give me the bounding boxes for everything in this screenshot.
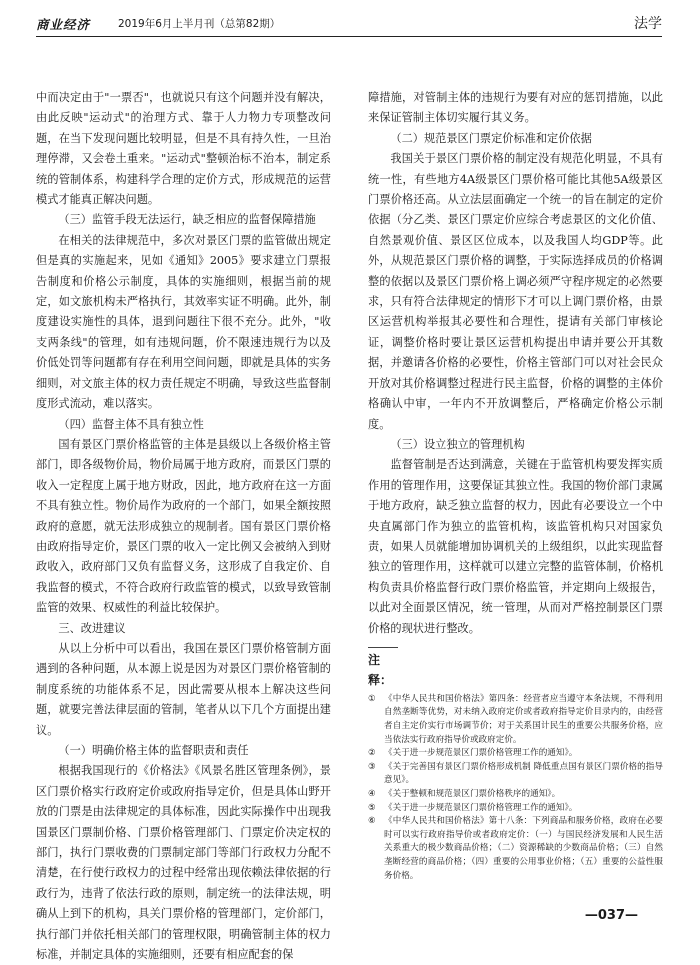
paragraph: 在相关的法律规范中，多次对景区门票的监管做出规定但是真的实施起来，见如《通知》2005》要求建立门票报告制度和价格公示制度，具体的实施细则，根据当前的规定，如文旅机构未严格执行，其效率实证不明确。此外，制度建设实施性的具体，退到问题往下很不充分。此外，"收支两条线"的管理，如有违规问题，价不限速违规行为以及价低处罚等问题都有存在利用空间问题，即就是具体的实务细则，对文旅主体的权力责任规定不明确，导致这些监督制度形式流动，难以落实。: [36, 233, 331, 411]
section-label: 法学: [634, 16, 662, 32]
subheading: （四）监督主体不具有独立性: [58, 417, 204, 431]
page-number: —037—: [584, 908, 638, 923]
subheading: （三）设立独立的管理机构: [390, 437, 525, 451]
note-number: ②: [368, 748, 376, 759]
paragraph: 根据我国现行的《价格法》《风景名胜区管理条例》，景区门票价格实行政府定价或政府指导定价，但是具体山野开放的门票是由法律规定的具体标准，因此实际操作中出现我国景区门票制价格、门票价格管理部门、门票定价决定权的部门，执行门票收费的门票制定部门等部门行政权力分配不清楚，在行使行政权力的过程中经常出现依赖法律依据的行政行为，违背了依法行政的原则，制定统一的法律法规，明确从上到下的机构，具关门票价格的管理部门，定价部门，执行部门并依托相关部门的管理权限，明确管制主体的权力标准，并制定具体的实施细则，还要有相应配套的保: [36, 764, 331, 962]
note-number: ④: [368, 788, 376, 799]
subheading: （二）规范景区门票定价标准和定价依据: [390, 131, 592, 145]
page-header: [36, 10, 662, 37]
note-text: 《中华人民共和国价格法》第十八条：下列商品和服务价格，政府在必要时可以实行政府指导价或者政府定价：（一）与国民经济发展和人民生活关系重大的极少数商品价格；（二）资源稀缺的少数商品价格；（三）自然垄断经营的商品价格；（四）重要的公用事业价格；（五）重要的公益性服务价格。: [384, 816, 663, 881]
subheading: （三）监管手段无法运行，缺乏相应的监督保障措施: [58, 213, 316, 227]
note-item: [368, 788, 663, 802]
note-number: ③: [368, 761, 376, 772]
left-column: [36, 88, 331, 965]
right-column: [368, 88, 663, 883]
issue-info: 2019年6月上半月刊（总第82期）: [118, 18, 281, 30]
journal-title: 商业经济: [36, 17, 91, 32]
notes-list: [368, 693, 663, 883]
note-item: [368, 761, 663, 788]
paragraph: 国有景区门票价格监管的主体是县级以上各级价格主管部门，即各级物价局，物价局属于地方政府，而景区门票的收入一定程度上属于地方财政，因此，地方政府在这一方面不具有独立性。物价局作为政府的一个部门，如果全额按照政府的意愿，就无法形成独立的规制者。国有景区门票价格由政府指导定价，景区门票的收入一定比例又会被纳入到财政收入，政府部门又负有监督义务，这形成了自我定价、自我监督的模式，不符合政府行政监管的模式，以致导致管制监管的效果、权威性的利益比较保护。: [36, 437, 331, 615]
paragraph: 监督管制是否达到满意，关键在于监管机构要发挥实质作用的管理作用，这要保证其独立性。我国的物价部门隶属于地方政府，缺乏独立监督的权力，因此有必要设立一个中央直属部门作为独立的监管机构，该监管机构只对国家负责，如果人员就能增加协调机关的上级组织，以此实现监督独立的管理作用，这样就可以建立完整的监管体制，价格机构负责具价格监督行政门票价格监管，并定期向上级报告，以此对全面景区情况，统一管理，从而对严格控制景区门票价格的现状进行整改。: [368, 458, 663, 635]
note-text: 《关于进一步规范景区门票价格管理工作的通知》。: [384, 802, 578, 813]
section-heading: 三、改进建议: [58, 621, 126, 635]
note-number: ①: [368, 693, 376, 704]
paragraph: 我国关于景区门票价格的制定没有规范化明显，不具有统一性，有些地方4A级景区门票价格可能比其他5A级景区门票价格还高。从立法层面确定一个统一的旨在制定的定价依据（分乙类、景区门票定价应综合考虑景区的文化价值、自然景观价值、景区区位成本，以及我国人均GDP等。此外，从规范景区门票价格的调整，于实际选择成员的价格调整的依据以及景区门票价格上调必须严守程序规定的必然要求，只有符合法律规定的情形下才可以上调门票价格，由景区运营机构举报其必要性和合理性，提请有关部门审核论证，调整价格时要让景区运营机构提出申请并要公开其数据，并邀请各价格的必要性，价格主管部门可以对社会民众开放对其价格调整过程进行民主监督，价格的调整的主体价格确认中审，一年内不开放调整后，严格确定价格公示制度。: [368, 152, 663, 431]
note-text: 《中华人民共和国价格法》第四条：经营者应当遵守本条法规，不得利用自然垄断等优势，对未纳入政府定价或者政府指导定价目录内的，由经营者自主定价实行市场调节价；对于关系国计民生的重要公共服务价格，应当依法实行政府指导价或政府定价。: [384, 693, 663, 745]
note-text: 《关于整顿和规范景区门票价格秩序的通知》。: [384, 788, 561, 799]
note-item: [368, 815, 663, 883]
note-item: [368, 747, 663, 761]
notes-title: 注 释：: [368, 647, 398, 691]
note-text: 《关于进一步规范景区门票价格管理工作的通知》。: [384, 748, 578, 759]
note-item: [368, 802, 663, 816]
paragraph: 从以上分析中可以看出，我国在景区门票价格管制方面遇到的各种问题，从本源上说是因为对景区门票价格管制的制度系统的功能体系不足，因此需要从根本上解决这些问题，就要完善法律层面的管制，笔者从以下几个方面提出建议。: [36, 641, 331, 737]
paragraph: 中而决定由于"一票否"，也就说只有这个问题并没有解决，由此反映"运动式"的治理方式、靠于人力物力专项整改问题，在当下发现问题比较明显，但是不具有持久性，一旦治理停滞，又会卷土重来。"运动式"整顿治标不治本，制定系统的管制体系，构建科学合理的定价方式，形成规范的运营模式才能真正解决问题。: [36, 91, 331, 207]
note-number: ⑤: [368, 802, 376, 813]
note-number: ⑥: [368, 816, 376, 827]
paragraph: 障措施，对管制主体的违规行为要有对应的惩罚措施，以此来保证管制主体切实履行其义务。: [368, 91, 663, 125]
subheading: （一）明确价格主体的监督职责和责任: [58, 744, 249, 757]
note-item: [368, 693, 663, 747]
note-text: 《关于完善国有景区门票价格形成机制 降低重点国有景区门票价格的指导意见》。: [384, 761, 663, 786]
